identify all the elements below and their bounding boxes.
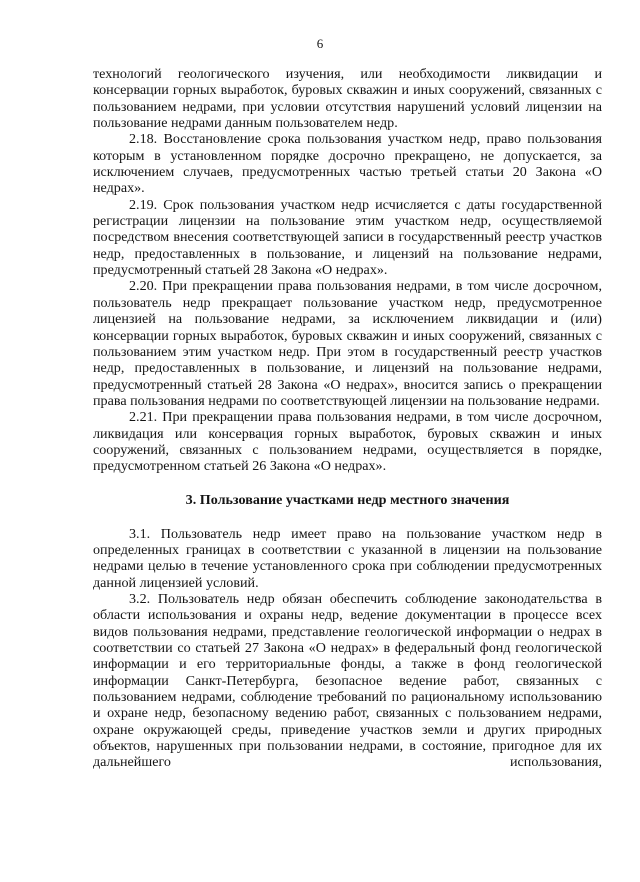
paragraph-2-21: 2.21. При прекращении права пользования недрами, в том числе досрочном, ликвидация или консервация горных выработок, буровых скважин и иных сооружений, связанных с пользованием недрами, осуществляется в порядке, предусмотренном статьей 26 Закона «О недрах». <box>93 409 602 475</box>
paragraph-2-20: 2.20. При прекращении права пользования недрами, в том числе досрочном, пользователь недр прекращает пользование участком недр, предусмотренное лицензией на пользование недрами, за исключением ликвидации и (или) консервации горных выработок, буровых скважин и иных сооружений, связанных с пользованием этим участком недр. При этом в государственный реестр участков недр, предоставленных в пользование, и лицензий на пользование недрами, предусмотренный статьей 28 Закона «О недрах», вносится запись о прекращении права пользования недрами по соответствующей лицензии на пользование недрами. <box>93 278 602 409</box>
paragraph-2-18: 2.18. Восстановление срока пользования участком недр, право пользования которым в установленном порядке досрочно прекращено, не допускается, за исключением случаев, предусмотренных частью третьей статьи 20 Закона «О недрах». <box>93 131 602 197</box>
document-body <box>93 66 602 771</box>
paragraph-3-1: 3.1. Пользователь недр имеет право на пользование участком недр в определенных границах в соответствии с указанной в лицензии на пользование недрами целью в течение установленного срока при соблюдении предусмотренных данной лицензией условий. <box>93 525 602 591</box>
section-heading: 3. Пользование участками недр местного значения <box>185 491 510 508</box>
paragraph-3-2: 3.2. Пользователь недр обязан обеспечить соблюдение законодательства в области использования и охраны недр, ведение документации в процессе всех видов пользования недрами, представление геологической информации о недрах в соответствии со статьей 27 Закона «О недрах» в федеральный фонд геологической информации и его территориальные фонды, а также в фонд геологической информации Санкт-Петербурга, безопасное ведение работ, связанных с пользованием недрами, соблюдение требований по рациональному использованию и охране недр, безопасному ведению работ, связанных с пользованием недрами, охране окружающей среды, приведение участков земли и других природных объектов, нарушенных при пользовании недрами, в состояние, пригодное для их дальнейшего использования, <box>93 590 602 771</box>
page-number: 6 <box>316 36 324 51</box>
paragraph-continuation: технологий геологического изучения, или необходимости ликвидации и консервации горных выработок, буровых скважин и иных сооружений, связанных с пользованием недрами, при условии отсутствия нарушений условий лицензии на пользование недрами данным пользователем недр. <box>93 66 602 132</box>
paragraph-2-19: 2.19. Срок пользования участком недр исчисляется с даты государственной регистрации лицензии на пользование этим участком недр, осуществляемой посредством внесения соответствующей записи в государственный реестр участков недр, предоставленных в пользование, и лицензий на пользование недрами, предусмотренный статьей 28 Закона «О недрах». <box>93 196 602 279</box>
